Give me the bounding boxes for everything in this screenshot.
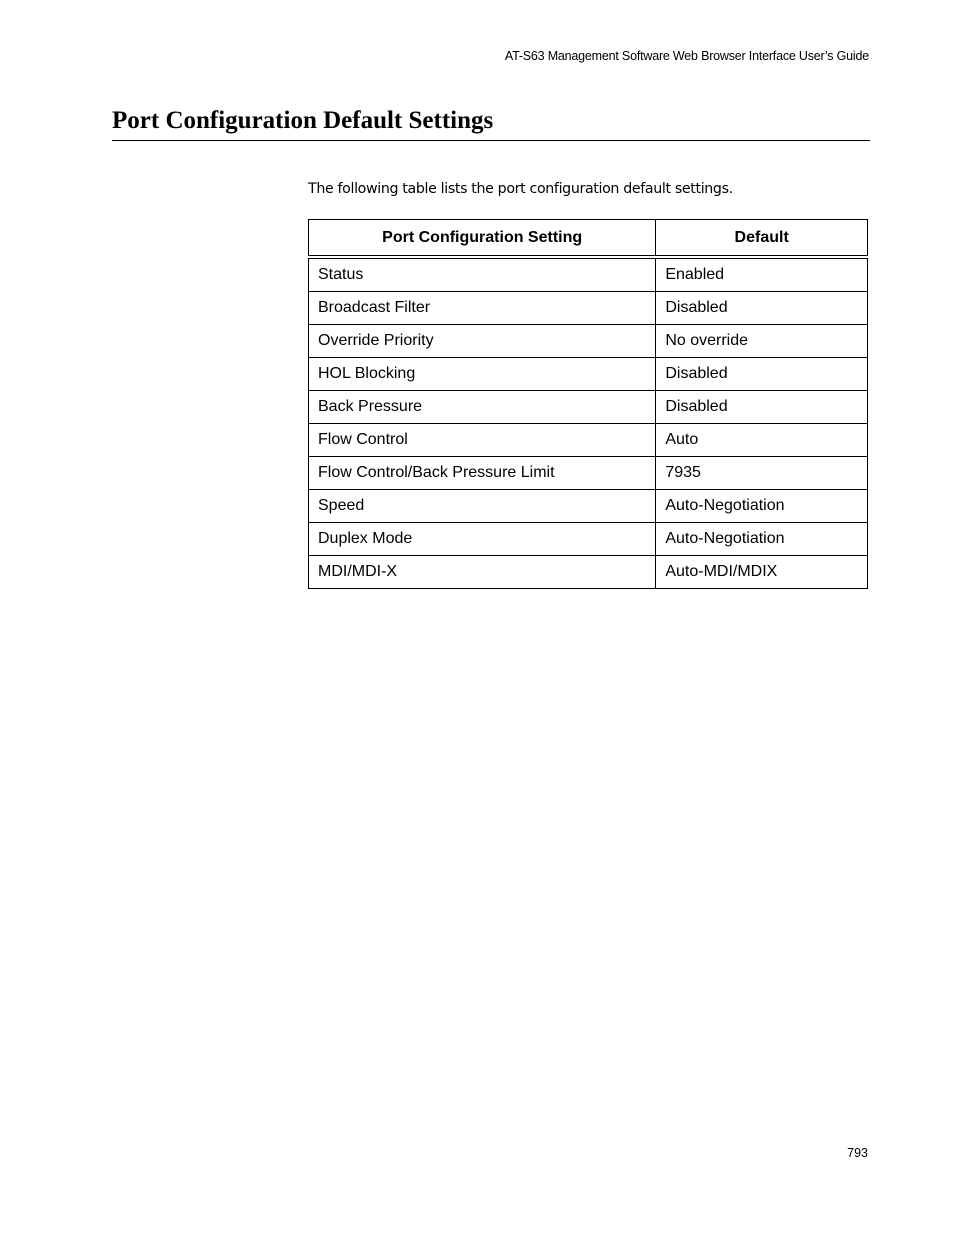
table-body [309,257,868,589]
table-row [309,257,868,292]
setting-cell: Speed [309,490,656,523]
setting-cell: MDI/MDI-X [309,556,656,589]
table-header [309,220,868,258]
default-cell: Auto-Negotiation [656,523,868,556]
defaults-table [308,219,868,589]
setting-cell: Duplex Mode [309,523,656,556]
page-number: 793 [847,1146,868,1160]
table-row [309,424,868,457]
default-cell: Auto-MDI/MDIX [656,556,868,589]
table-row [309,457,868,490]
table-row [309,292,868,325]
default-cell: Auto-Negotiation [656,490,868,523]
setting-cell: HOL Blocking [309,358,656,391]
column-header-setting: Port Configuration Setting [309,220,656,258]
setting-cell: Flow Control/Back Pressure Limit [309,457,656,490]
table-row [309,325,868,358]
default-cell: No override [656,325,868,358]
intro-paragraph: The following table lists the port configuration default settings. [308,181,733,197]
default-cell: Disabled [656,391,868,424]
setting-cell: Flow Control [309,424,656,457]
table-row [309,358,868,391]
default-cell: Disabled [656,292,868,325]
table-row [309,490,868,523]
setting-cell: Broadcast Filter [309,292,656,325]
table-row [309,556,868,589]
section-title: Port Configuration Default Settings [112,106,870,141]
column-header-default: Default [656,220,868,258]
default-cell: 7935 [656,457,868,490]
table-row [309,391,868,424]
setting-cell: Back Pressure [309,391,656,424]
setting-cell: Override Priority [309,325,656,358]
table-header-row [309,220,868,258]
default-cell: Auto [656,424,868,457]
default-cell: Disabled [656,358,868,391]
default-cell: Enabled [656,257,868,292]
setting-cell: Status [309,257,656,292]
table-row [309,523,868,556]
running-header: AT-S63 Management Software Web Browser Interface User’s Guide [504,49,869,63]
